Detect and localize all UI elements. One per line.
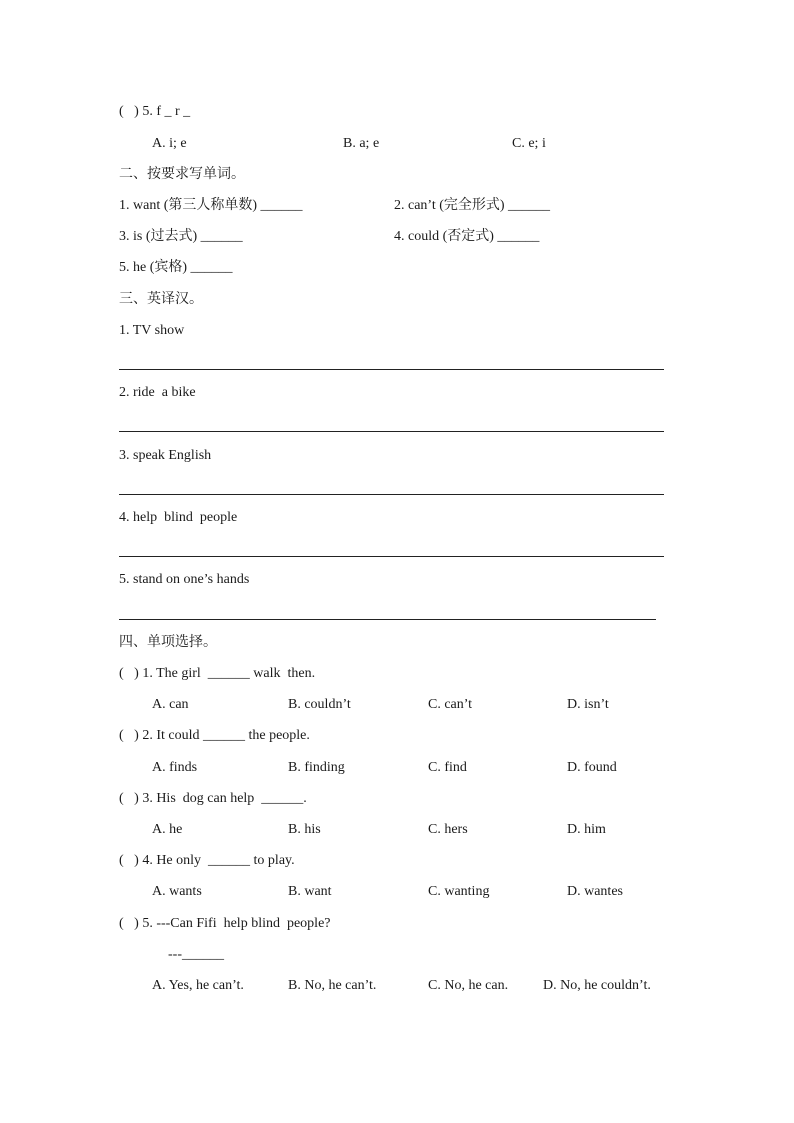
answer-line <box>119 431 664 432</box>
option-a: A. he <box>152 822 183 837</box>
question-stem: ( ) 5. ---Can Fifi help blind people? <box>119 916 331 931</box>
question-stem: ( ) 5. f _ r _ <box>119 104 191 119</box>
word-item: 3. is (过去式) ______ <box>119 229 243 244</box>
option-a: A. i; e <box>152 136 187 151</box>
option-d: D. him <box>567 822 606 837</box>
translate-item: 4. help blind people <box>119 510 238 525</box>
answer-line-text: ---______ <box>168 947 224 962</box>
option-b: B. want <box>288 884 332 899</box>
word-item: 4. could (否定式) ______ <box>394 229 540 244</box>
option-c: C. wanting <box>428 884 490 899</box>
option-c: C. hers <box>428 822 468 837</box>
section-heading: 二、按要求写单词。 <box>119 166 245 182</box>
option-d: D. found <box>567 760 617 775</box>
option-a: A. Yes, he can’t. <box>152 978 244 993</box>
option-c: C. No, he can. <box>428 978 509 993</box>
option-d: D. isn’t <box>567 697 609 712</box>
answer-line <box>119 494 664 495</box>
option-c: C. e; i <box>512 136 546 151</box>
word-item: 1. want (第三人称单数) ______ <box>119 198 303 213</box>
question-stem: ( ) 2. It could ______ the people. <box>119 728 310 743</box>
option-b: B. a; e <box>343 136 380 151</box>
section-heading: 三、英译汉。 <box>119 291 203 307</box>
section-heading: 四、单项选择。 <box>119 634 217 650</box>
option-b: B. No, he can’t. <box>288 978 377 993</box>
translate-item: 2. ride a bike <box>119 385 196 400</box>
question-stem: ( ) 3. His dog can help ______. <box>119 791 307 806</box>
option-b: B. couldn’t <box>288 697 351 712</box>
option-c: C. can’t <box>428 697 473 712</box>
translate-item: 5. stand on one’s hands <box>119 572 250 587</box>
option-b: B. finding <box>288 760 345 775</box>
option-c: C. find <box>428 760 467 775</box>
answer-line <box>119 556 664 557</box>
answer-line <box>119 369 664 370</box>
translate-item: 1. TV show <box>119 323 185 338</box>
word-item: 5. he (宾格) ______ <box>119 260 233 275</box>
question-stem: ( ) 4. He only ______ to play. <box>119 853 295 868</box>
option-a: A. wants <box>152 884 202 899</box>
option-d: D. No, he couldn’t. <box>543 978 651 993</box>
translate-item: 3. speak English <box>119 448 212 463</box>
answer-line <box>119 619 656 620</box>
option-b: B. his <box>288 822 321 837</box>
option-a: A. finds <box>152 760 198 775</box>
word-item: 2. can’t (完全形式) ______ <box>394 198 551 213</box>
option-d: D. wantes <box>567 884 623 899</box>
option-a: A. can <box>152 697 189 712</box>
question-stem: ( ) 1. The girl ______ walk then. <box>119 666 316 681</box>
